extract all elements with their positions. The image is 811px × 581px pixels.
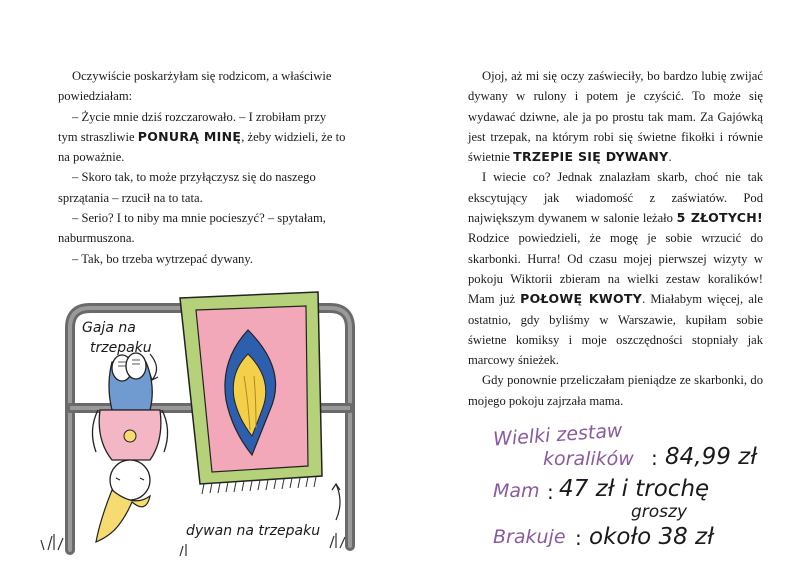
right-page-text — [468, 66, 763, 411]
colon: : — [575, 526, 582, 550]
carpet-beater-illustration — [0, 280, 405, 581]
savings-label-have: Mam — [493, 480, 540, 502]
paragraph: Ojoj, aż mi się oczy zaświeciły, bo bardzo lubię zwijać dywany w rulony i potem je czyścić. To może się wydawać dziwne, ale ja po prostu tak mam. Za Gajówką jest trzepak, na którym robi się świetne fikołki i równie świetnie TRZEPIE SIĘ DYWANY. — [468, 69, 763, 165]
emphasis-text: 5 ZŁOTYCH! — [676, 210, 763, 226]
savings-label-set: Wielki zestaw — [492, 419, 624, 451]
emphasis-text: POŁOWĘ KWOTY — [520, 291, 643, 307]
paragraph: Gdy ponownie przeliczałam pieniądze ze skarbonki, do mojego pokoju zajrzała mama. — [468, 373, 763, 408]
label-girl-line1: Gaja na — [82, 320, 136, 336]
paragraph: Oczywiście poskarżyłam się rodzicom, a właściwie powiedziałam: — [58, 69, 332, 104]
rug — [180, 292, 322, 494]
savings-value-grosze: groszy — [631, 502, 688, 522]
colon: : — [547, 480, 554, 504]
paragraph: – Życie mnie dziś rozczarowało. – I zrobiłam przy tym straszliwie PONURĄ MINĘ, żeby widzieli, że to na poważnie. — [58, 109, 346, 165]
emphasis-text: TRZEPIE SIĘ DYWANY — [513, 149, 669, 165]
left-page-text — [58, 66, 348, 269]
savings-value-missing: około 38 zł — [589, 524, 714, 550]
emphasis-text: PONURĄ MINĘ — [137, 128, 242, 144]
left-page — [0, 0, 405, 581]
paragraph: I wiecie co? Jednak znalazłam skarb, choć nie tak ekscytujący jak wiadomość z zaświatów. Pod największym dywanem w salonie leżało 5 ZŁOTYCH! Rodzice powiedzieli, że mogę je sobie wrzucić do skarbonki. Hurra! Od czasu mojej pierwszej wizyty w pokoju Wiktorii zbieram na wielki zestaw koralików! Mam już POŁOWĘ KWOTY. Miałabym więcej, ale ostatnio, gdy byliśmy w Warszawie, kupiłam sobie świetne komiksy i moje oszczędności stopniały jak marcowy śnieżek. — [468, 170, 763, 368]
savings-value-total: 84,99 zł — [665, 444, 757, 470]
colon: : — [651, 446, 658, 470]
paragraph: – Serio? I to niby ma mnie pocieszyć? – spytałam, naburmuszona. — [58, 211, 326, 246]
paragraph: – Skoro tak, to może przyłączysz się do naszego sprzątania – rzucił na to tata. — [58, 170, 316, 205]
paragraph: – Tak, bo trzeba wytrzepać dywany. — [72, 251, 253, 266]
savings-label-missing: Brakuje — [493, 526, 566, 548]
savings-note — [485, 418, 805, 578]
savings-label-beads: koralików — [543, 448, 634, 470]
label-girl-line2: trzepaku — [90, 340, 152, 356]
right-page — [405, 0, 811, 581]
girl-gaja — [92, 353, 167, 542]
savings-value-have: 47 zł i trochę — [559, 476, 710, 502]
label-rug: dywan na trzepaku — [186, 523, 321, 539]
